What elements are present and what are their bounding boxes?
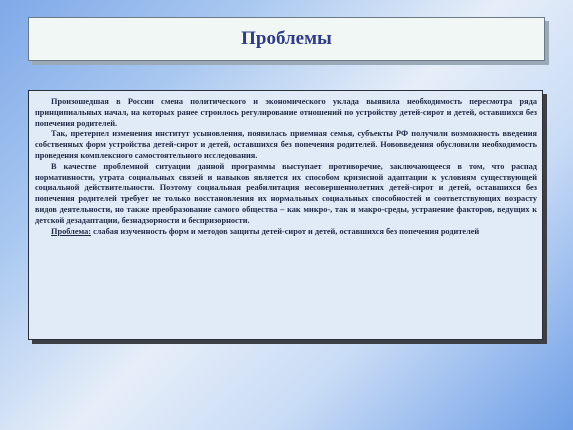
slide-title: Проблемы	[241, 28, 332, 49]
content-box	[28, 90, 543, 340]
problem-text: слабая изученность форм и методов защиты детей-сирот и детей, оставшихся без попечения родителей	[91, 226, 480, 236]
paragraph-2: Так, претерпел изменения институт усыновления, появилась приемная семья, субъекты РФ получили возможность введения собственных форм устройства детей-сирот и детей, оставшихся без попечения родителей. Нововведения обусловили необходимость проведения комплексного самостоятельного исследования.	[35, 129, 537, 160]
paragraph-3: В качестве проблемной ситуации данной программы выступает противоречие, заключающееся в том, что распад нормативности, утрата социальных связей и навыков является их способом кризисной адаптации к условиям существующей социальной действительности. Поэтому социальная реабилитация несовершеннолетних детей-сирот и детей, оставшихся без попечения родителей требует не только восстановления их нормальных социальных способностей и соответствующих возрасту видов деятельности, но также преобразование самого общества – как микро-, так и макро-среды, устранение факторов, ведущих к детской дезадаптации, безнадзорности и беспризорности.	[35, 161, 537, 225]
title-box	[28, 17, 545, 61]
paragraph-1: Произошедшая в России смена политического и экономического уклада выявила необходимость пересмотра ряда принципиальных начал, на которых ранее строилось регулирование отношений по устройству детей-сирот и детей, оставшихся без попечения родителей.	[35, 97, 537, 128]
problem-paragraph	[35, 227, 537, 238]
problem-label: Проблема:	[51, 226, 92, 236]
